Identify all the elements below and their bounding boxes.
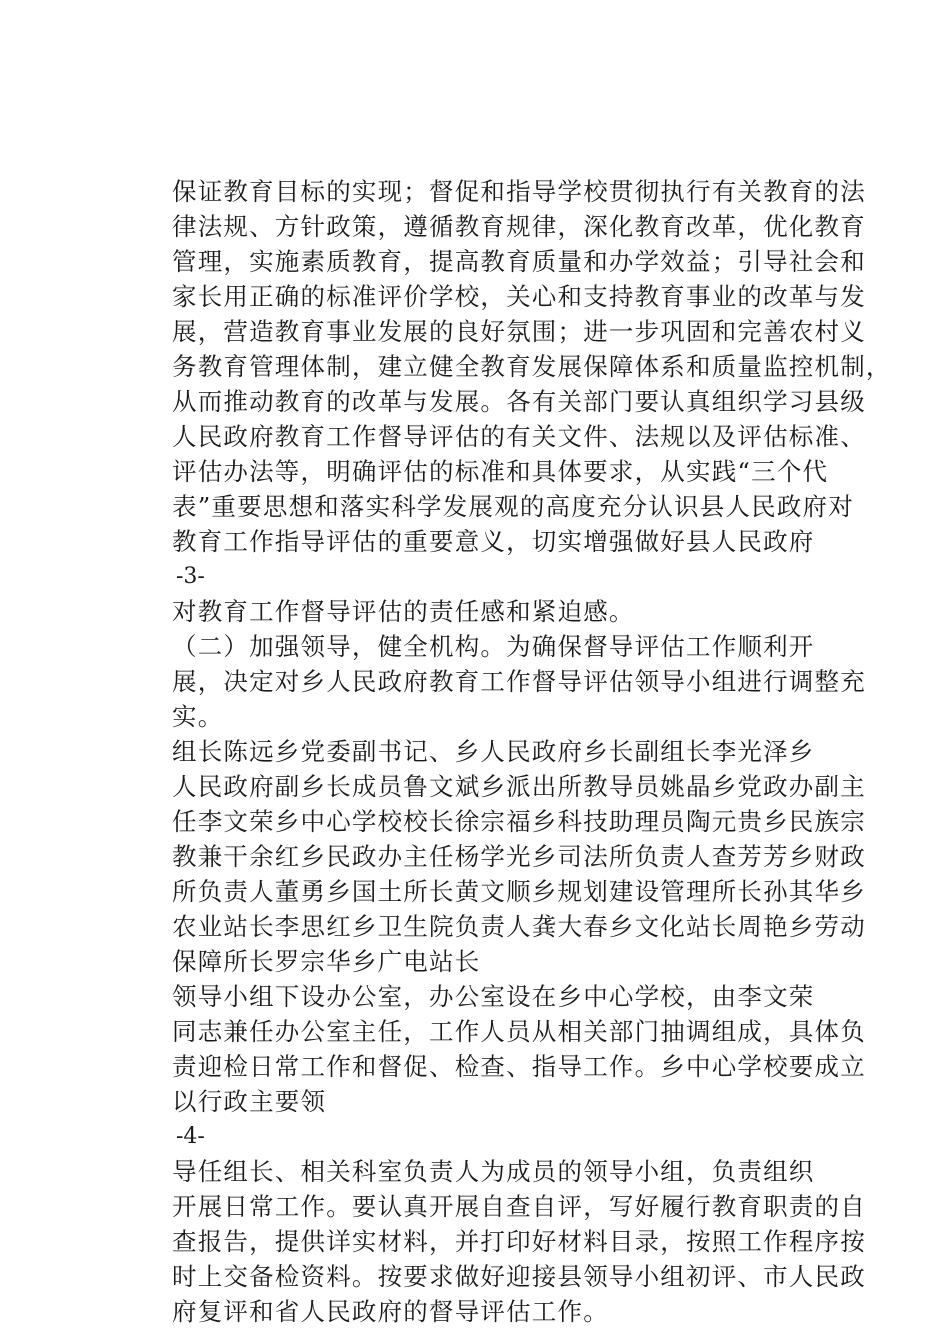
text-line: 对教育工作督导评估的责任感和紧迫感。 [172,597,635,626]
text-line: 表”重要思想和落实科学发展观的高度充分认识县人民政府对 [172,492,854,521]
text-line: 务教育管理体制，建立健全教育发展保障体系和质量监控机制， [172,352,892,381]
text-line: 任李文荣乡中心学校校长徐宗福乡科技助理员陶元贵乡民族宗 [172,807,866,836]
text-line: 时上交备检资料。按要求做好迎接县领导小组初评、市人民政 [172,1262,866,1291]
text-line: 保障所长罗宗华乡广电站长 [172,947,481,976]
text-line: 人民政府副乡长成员鲁文斌乡派出所教导员姚晶乡党政办副主 [172,772,866,801]
page-number-marker: -4- [176,1124,205,1149]
text-line: 导任组长、相关科室负责人为成员的领导小组，负责组织 [172,1157,815,1186]
text-line: 实。 [172,702,224,731]
text-line: 教兼干余红乡民政办主任杨学光乡司法所负责人查芳芳乡财政 [172,842,866,871]
text-line: 律法规、方针政策，遵循教育规律，深化教育改革，优化教育 [172,212,866,241]
text-line: 展，决定对乡人民政府教育工作督导评估领导小组进行调整充 [172,667,866,696]
text-line: 所负责人董勇乡国土所长黄文顺乡规划建设管理所长孙其华乡 [172,877,866,906]
text-line: 组长陈远乡党委副书记、乡人民政府乡长副组长李光泽乡 [172,737,815,766]
text-line: 责迎检日常工作和督促、检查、指导工作。乡中心学校要成立 [172,1052,866,1081]
text-line: 领导小组下设办公室，办公室设在乡中心学校，由李文荣 [172,982,815,1011]
text-line: 评估办法等，明确评估的标准和具体要求，从实践“三个代 [172,457,829,486]
text-line: 同志兼任办公室主任，工作人员从相关部门抽调组成，具体负 [172,1017,866,1046]
text-line: 管理，实施素质教育，提高教育质量和办学效益；引导社会和 [172,247,866,276]
text-line: 展，营造教育事业发展的良好氛围；进一步巩固和完善农村义 [172,317,866,346]
text-line: 保证教育目标的实现；督促和指导学校贯彻执行有关教育的法 [172,177,866,206]
text-line: 教育工作指导评估的重要意义，切实增强做好县人民政府 [172,527,815,556]
text-line: 农业站长李思红乡卫生院负责人龚大春乡文化站长周艳乡劳动 [172,912,866,941]
text-line: 家长用正确的标准评价学校，关心和支持教育事业的改革与发 [172,282,866,311]
text-line: （二）加强领导，健全机构。为确保督导评估工作顺利开 [172,632,815,661]
text-line: 从而推动教育的改革与发展。各有关部门要认真组织学习县级 [172,387,866,416]
text-line: 查报告，提供详实材料，并打印好材料目录，按照工作程序按 [172,1227,866,1256]
page-number-marker: -3- [176,564,205,589]
text-line: 人民政府教育工作督导评估的有关文件、法规以及评估标准、 [172,422,866,451]
text-line: 府复评和省人民政府的督导评估工作。 [172,1297,609,1326]
text-line: 以行政主要领 [172,1087,327,1116]
text-line: 开展日常工作。要认真开展自查自评，写好履行教育职责的自 [172,1192,866,1221]
